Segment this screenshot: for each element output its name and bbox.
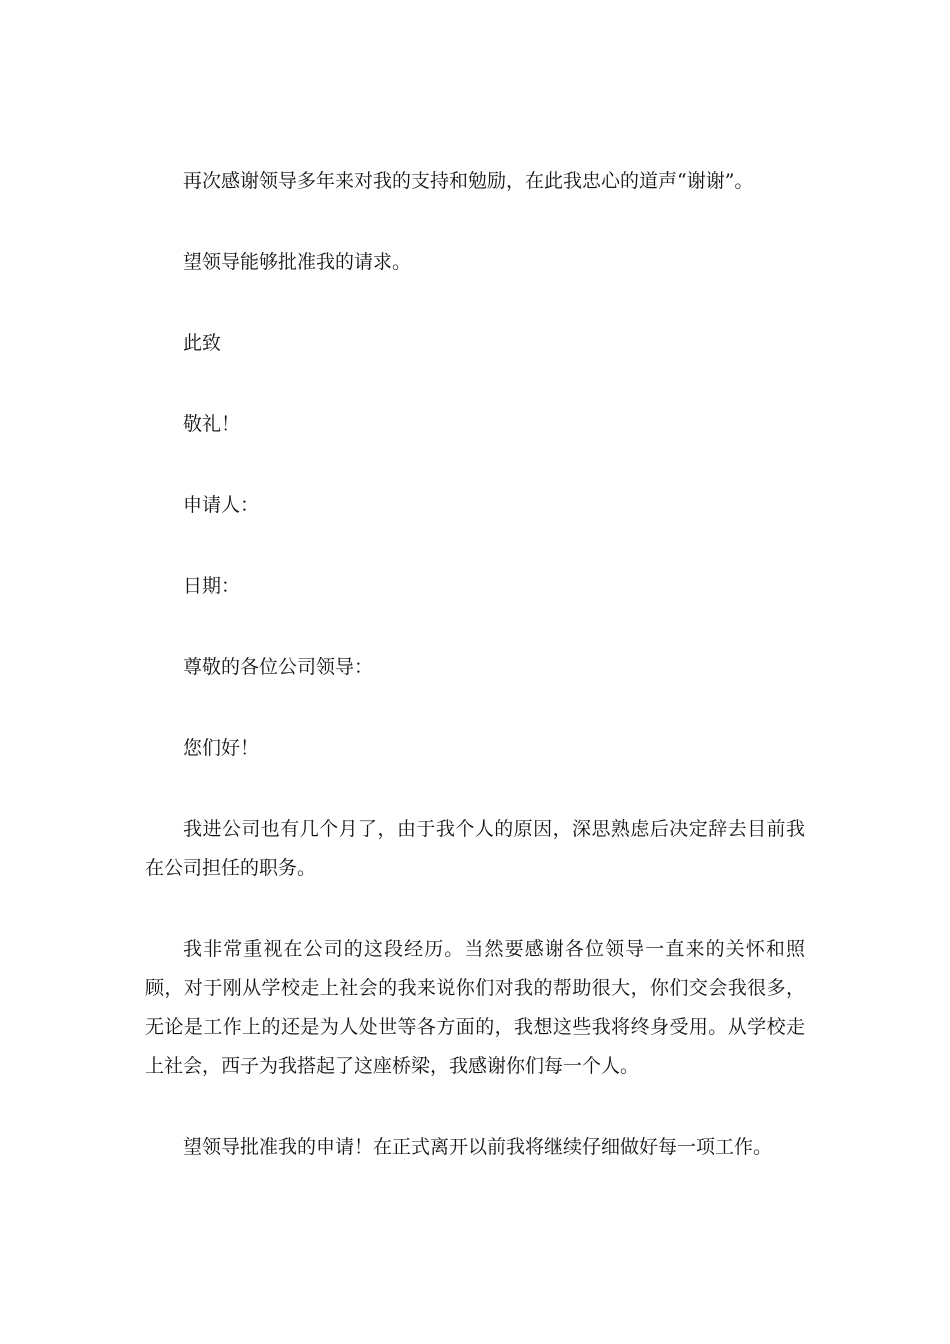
paragraph-request: 望领导能够批准我的请求。 — [183, 251, 412, 273]
paragraph-date: 日期： — [183, 575, 241, 597]
document-body — [145, 162, 805, 1167]
paragraph-appreciation: 我非常重视在公司的这段经历。当然要感谢各位领导一直来的关怀和照顾，对于刚从学校走上社会的我来说你们对我的帮助很大，你们交会我很多，无论是工作上的还是为人处世等各方面的，我想这些我将终身受用。从学校走上社会，西子为我搭起了这座桥梁，我感谢你们每一个人。 — [145, 938, 805, 1077]
paragraph-thanks: 再次感谢领导多年来对我的支持和勉励，在此我忠心的道声“谢谢”。 — [183, 170, 754, 192]
paragraph-closing-request: 望领导批准我的申请！在正式离开以前我将继续仔细做好每一项工作。 — [183, 1136, 773, 1158]
paragraph-applicant: 申请人： — [183, 494, 260, 516]
paragraph-greeting-addressee: 尊敬的各位公司领导： — [183, 656, 374, 678]
paragraph-regards: 敬礼！ — [183, 413, 241, 435]
paragraph-greeting: 您们好！ — [183, 737, 260, 759]
paragraph-salutation: 此致 — [183, 332, 222, 354]
paragraph-resignation-reason: 我进公司也有几个月了，由于我个人的原因，深思熟虑后决定辞去目前我在公司担任的职务。 — [145, 818, 805, 879]
